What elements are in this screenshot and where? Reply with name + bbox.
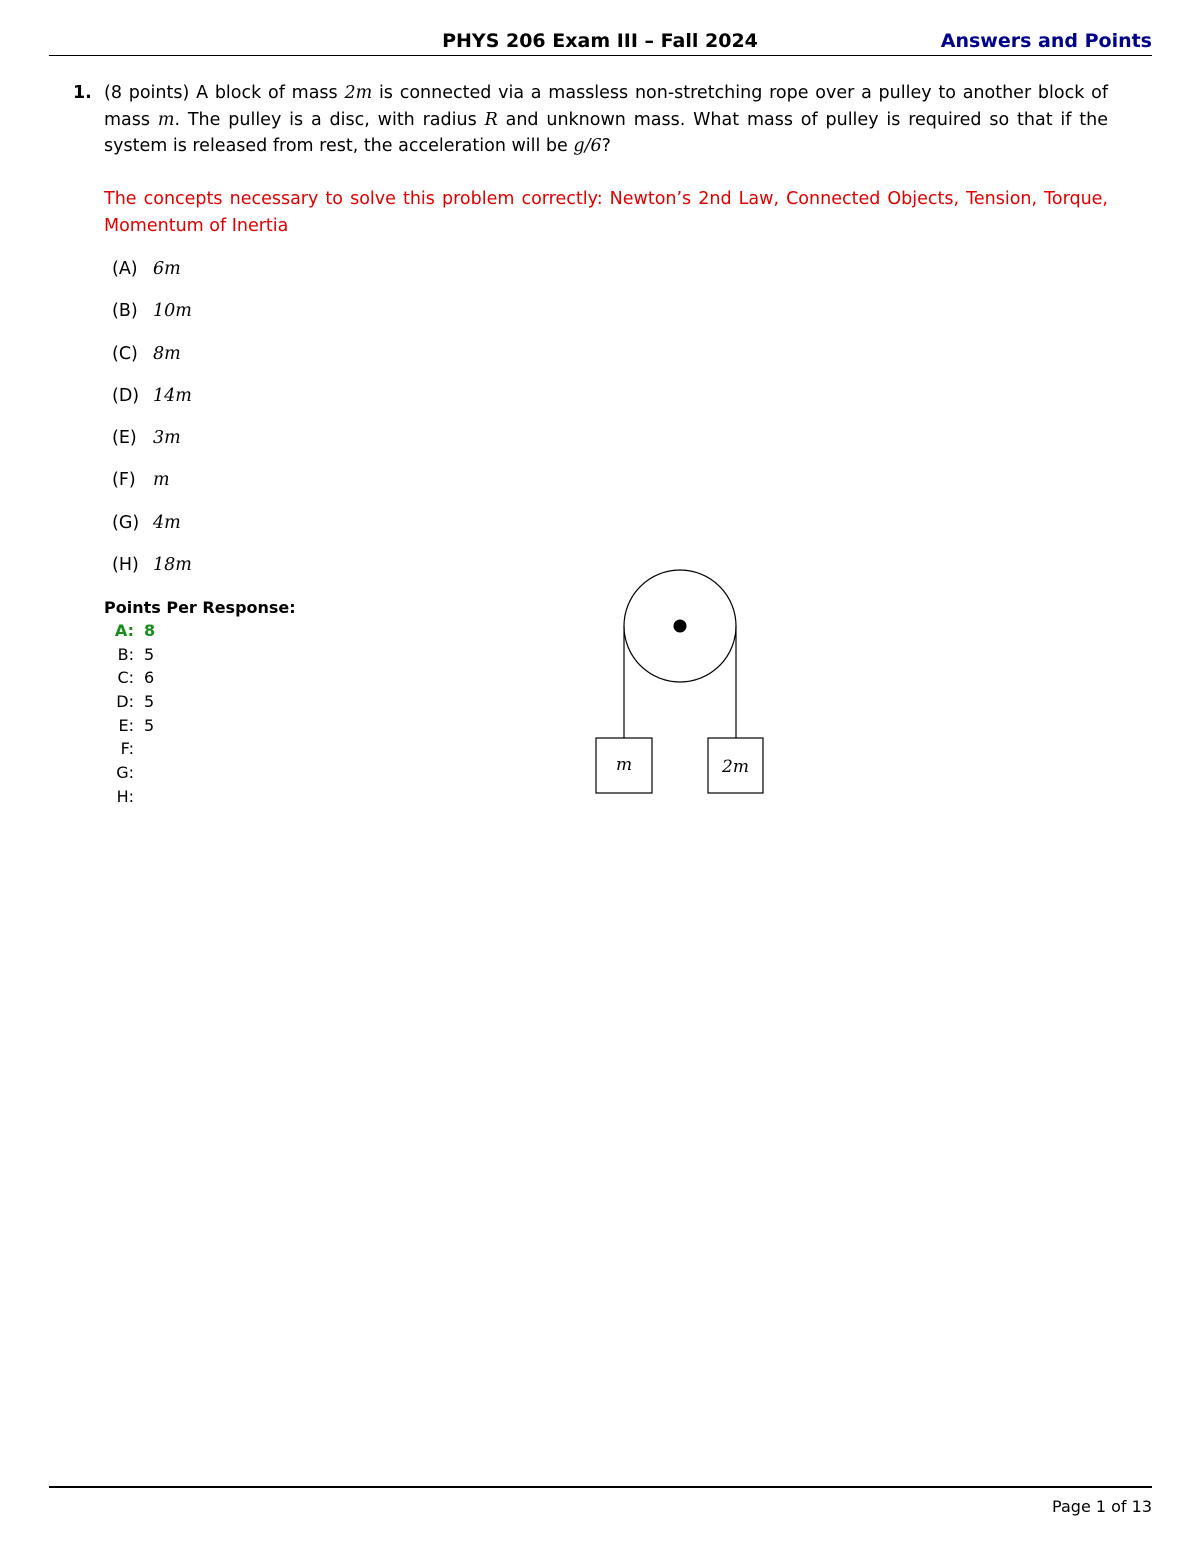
option-letter: (H)	[112, 555, 139, 576]
math-mass-m: m	[157, 109, 175, 130]
option-letter: (D)	[112, 385, 140, 406]
pulley-diagram	[580, 560, 780, 809]
points-row-g	[104, 761, 296, 785]
option-letter: (G)	[112, 512, 140, 533]
option-value: 10m	[153, 301, 192, 322]
option-f	[112, 467, 192, 509]
block-m-label: m	[615, 755, 633, 775]
points-row-c	[104, 666, 296, 690]
option-letter: (F)	[112, 470, 136, 491]
points-row-e	[104, 714, 296, 738]
option-letter: (C)	[112, 343, 138, 364]
pulley-axle	[674, 620, 687, 633]
points-value: 6	[144, 668, 155, 688]
points-letter: H:	[116, 786, 134, 806]
points-letter: C:	[117, 668, 134, 688]
points-letter: A:	[114, 621, 134, 640]
header-rule	[49, 55, 1152, 56]
option-value: m	[153, 470, 170, 491]
points-value: 8	[144, 621, 156, 640]
option-value: 3m	[153, 428, 181, 449]
question-text-part: ?	[601, 136, 611, 156]
question-text-part: . The pulley is a disc, with radius	[174, 109, 485, 130]
points-letter: G:	[116, 763, 134, 783]
points-row-h	[104, 785, 296, 809]
points-row-b	[104, 643, 296, 667]
points-value: 5	[144, 644, 155, 664]
answer-options	[112, 256, 192, 594]
option-e	[112, 425, 192, 467]
option-value: 6m	[153, 259, 181, 279]
concepts-note: The concepts necessary to solve this problem correctly: Newton’s 2nd Law, Connected Objects, Tension, Torque, Momentum of Inertia	[104, 189, 1108, 236]
page-number: Page 1 of 13	[1052, 1497, 1152, 1516]
option-c	[112, 341, 192, 383]
question-text-part: is connected via a massless non-stretching rope over a pulley to another block of mass	[104, 83, 1108, 130]
block-2m-label: 2m	[722, 757, 749, 777]
points-title: Points Per Response:	[104, 598, 296, 617]
points-row-d	[104, 690, 296, 714]
points-value: 5	[144, 692, 155, 712]
header-title: PHYS 206 Exam III – Fall 2024	[442, 30, 758, 52]
option-value: 18m	[153, 555, 192, 576]
math-acceleration: g/6	[573, 136, 602, 156]
question-text	[104, 80, 1108, 160]
option-letter: (B)	[112, 301, 138, 322]
points-value: 5	[144, 715, 155, 735]
points-letter: D:	[116, 692, 134, 712]
points-letter: B:	[117, 644, 134, 664]
option-h	[112, 552, 192, 594]
math-mass-2m: 2m	[344, 83, 373, 103]
option-b	[112, 298, 192, 340]
option-d	[112, 383, 192, 425]
points-letter: F:	[120, 739, 134, 759]
math-radius-r: R	[484, 109, 498, 130]
question-number: 1.	[73, 83, 92, 103]
option-g	[112, 510, 192, 552]
option-letter: (A)	[112, 259, 138, 279]
points-letter: E:	[118, 715, 134, 735]
pulley-diagram-svg	[580, 560, 780, 805]
points-row-f	[104, 737, 296, 761]
option-a	[112, 256, 192, 298]
points-per-response	[104, 596, 296, 809]
option-letter: (E)	[112, 428, 137, 449]
points-row-a	[104, 619, 296, 643]
footer-rule	[49, 1486, 1152, 1488]
option-value: 8m	[153, 343, 181, 364]
answers-badge: Answers and Points	[940, 30, 1152, 52]
option-value: 4m	[153, 512, 181, 533]
question-text-part: and unknown mass. What mass of pulley is required so that if the system is released from rest, the acceleration will be	[104, 109, 1108, 156]
question-text-part: (8 points) A block of mass	[104, 83, 345, 103]
option-value: 14m	[153, 385, 192, 406]
question-1	[73, 80, 1108, 160]
